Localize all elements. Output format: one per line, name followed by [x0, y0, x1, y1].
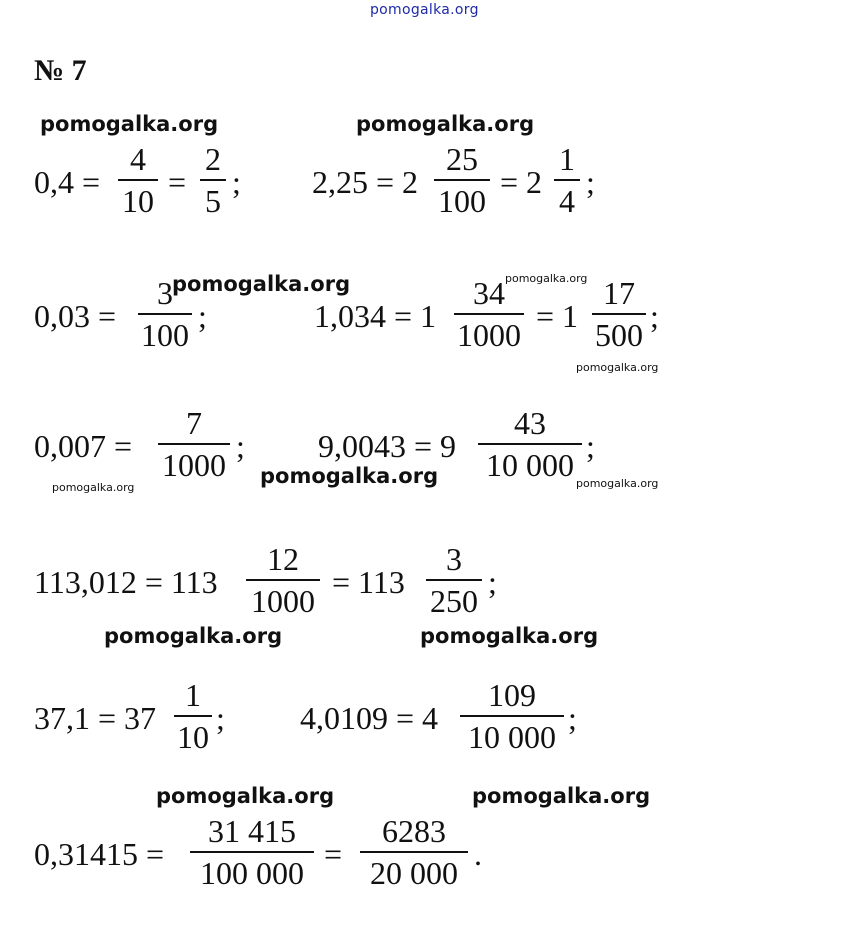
denominator: 4: [559, 183, 575, 219]
equals-sign: =: [324, 836, 343, 872]
fraction: [174, 679, 212, 753]
numerator: 31 415: [208, 813, 296, 849]
equation-mid: = 113: [332, 564, 405, 600]
fraction: [158, 407, 230, 481]
watermark: pomogalka.org: [104, 624, 283, 648]
fraction: [478, 407, 582, 481]
fraction: [246, 543, 320, 617]
numerator: 4: [130, 141, 146, 177]
fraction-bar: [554, 179, 580, 181]
watermark: pomogalka.org: [505, 272, 588, 285]
semicolon: ;: [232, 164, 241, 200]
denominator: 5: [205, 183, 221, 219]
fraction: [554, 143, 580, 217]
fraction: [426, 543, 482, 617]
fraction-bar: [434, 179, 490, 181]
fraction-bar: [478, 443, 582, 445]
fraction-bar: [426, 579, 482, 581]
fraction-bar: [138, 313, 192, 315]
denominator: 1000: [457, 317, 521, 353]
numerator: 1: [559, 141, 575, 177]
equation-lhs: 0,03 =: [34, 298, 117, 334]
denominator: 100: [438, 183, 486, 219]
equation-mid: = 2: [500, 164, 543, 200]
denominator: 250: [430, 583, 478, 619]
fraction: [360, 815, 468, 889]
fraction: [138, 277, 192, 351]
equation-lhs: 113,012 = 113: [34, 564, 218, 600]
numerator: 1: [185, 677, 201, 713]
watermark: pomogalka.org: [576, 361, 659, 374]
semicolon: ;: [650, 298, 659, 334]
fraction-bar: [360, 851, 468, 853]
denominator: 10: [122, 183, 154, 219]
equation-lhs: 0,4 =: [34, 164, 101, 200]
period: .: [474, 836, 482, 872]
numerator: 43: [514, 405, 546, 441]
denominator: 1000: [162, 447, 226, 483]
fraction: [200, 143, 226, 217]
fraction-bar: [200, 179, 226, 181]
semicolon: ;: [568, 700, 577, 736]
numerator: 109: [488, 677, 536, 713]
denominator: 100: [141, 317, 189, 353]
fraction: [118, 143, 158, 217]
semicolon: ;: [236, 428, 245, 464]
numerator: 2: [205, 141, 221, 177]
fraction-bar: [190, 851, 314, 853]
semicolon: ;: [586, 428, 595, 464]
denominator: 1000: [251, 583, 315, 619]
fraction-bar: [454, 313, 524, 315]
equation-lhs: 9,0043 = 9: [318, 428, 457, 464]
semicolon: ;: [488, 564, 497, 600]
denominator: 10 000: [468, 719, 556, 755]
denominator: 20 000: [370, 855, 458, 891]
equation-mid: = 1: [536, 298, 579, 334]
fraction-bar: [246, 579, 320, 581]
fraction: [454, 277, 524, 351]
equals-sign: =: [168, 164, 187, 200]
fraction: [434, 143, 490, 217]
site-watermark-top: pomogalka.org: [370, 2, 479, 18]
numerator: 3: [157, 275, 173, 311]
watermark: pomogalka.org: [156, 784, 335, 808]
numerator: 12: [267, 541, 299, 577]
denominator: 100 000: [200, 855, 304, 891]
watermark: pomogalka.org: [472, 784, 651, 808]
numerator: 3: [446, 541, 462, 577]
denominator: 10 000: [486, 447, 574, 483]
semicolon: ;: [586, 164, 595, 200]
denominator: 500: [595, 317, 643, 353]
watermark: pomogalka.org: [356, 112, 535, 136]
equation-lhs: 4,0109 = 4: [300, 700, 439, 736]
fraction-bar: [118, 179, 158, 181]
fraction: [190, 815, 314, 889]
fraction: [592, 277, 646, 351]
watermark: pomogalka.org: [260, 464, 439, 488]
numerator: 25: [446, 141, 478, 177]
equation-lhs: 0,31415 =: [34, 836, 165, 872]
numerator: 34: [473, 275, 505, 311]
equation-lhs: 0,007 =: [34, 428, 133, 464]
fraction: [460, 679, 564, 753]
equation-lhs: 37,1 = 37: [34, 700, 157, 736]
fraction-bar: [158, 443, 230, 445]
semicolon: ;: [216, 700, 225, 736]
watermark: pomogalka.org: [172, 272, 351, 296]
equation-lhs: 2,25 = 2: [312, 164, 419, 200]
semicolon: ;: [198, 298, 207, 334]
numerator: 6283: [382, 813, 446, 849]
fraction-bar: [592, 313, 646, 315]
watermark: pomogalka.org: [52, 481, 135, 494]
problem-number: № 7: [34, 54, 87, 87]
watermark: pomogalka.org: [576, 477, 659, 490]
fraction-bar: [460, 715, 564, 717]
watermark: pomogalka.org: [420, 624, 599, 648]
denominator: 10: [177, 719, 209, 755]
numerator: 7: [186, 405, 202, 441]
watermark: pomogalka.org: [40, 112, 219, 136]
fraction-bar: [174, 715, 212, 717]
equation-lhs: 1,034 = 1: [314, 298, 437, 334]
numerator: 17: [603, 275, 635, 311]
